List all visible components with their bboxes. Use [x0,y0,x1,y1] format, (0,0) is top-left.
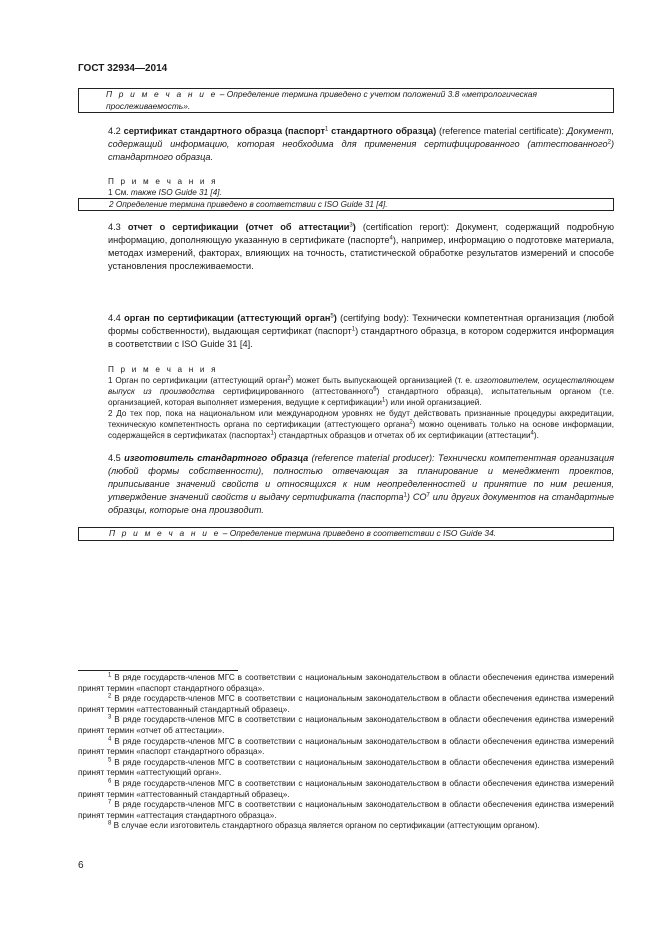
note-text: ) стандартных образцов и отчетах об их сертификации (аттестации [273,431,531,440]
footnote-text: В ряде государств-членов МГС в соответствии с национальным законодательством в области обеспечения единства измерений принят термин «аттестованный стандартный образец». [78,778,614,799]
footnote-text: В случае если изготовитель стандартного образца является органом по сертификации (аттестующим органом). [111,821,540,831]
note-text: ) стандартного образца), испытательным органом (т.е. организацией, которая выполняет измерения, ведущие к сертификации [108,387,614,407]
term-number: 4.5 [108,453,125,463]
footnote-item [78,758,614,779]
footnote-ref: 5 [330,313,334,320]
note-item-2 [78,408,614,441]
footnote-ref: 1 [381,397,386,404]
note-box-4-5 [78,527,614,541]
term-title: орган по сертификации (аттестующий орган [124,313,331,323]
footnote-item [78,800,614,821]
footnote-item [78,821,614,832]
term-definition: Технически компетентная организация (любой формы собственности), полностью отвечающая за планирование и менеджмент проектов, приписывание значений свойств и относящихся к ним неопределенностей и принятие по ним решения, утверждение значений свойств и выдачу сертификата (паспорта [108,453,614,502]
footnote-separator [78,670,238,671]
footnote-ref: 1 [270,430,274,437]
footnote-item [78,715,614,736]
term-text: (certifying body): Технически компетентная организация (любой формы собственности), выдающая сертификат (паспорт [108,313,614,336]
footnote-ref: 1 [324,126,329,133]
term-4-2 [78,125,614,164]
term-text-end: ) стандартного образца, в котором содержится информация в соответствии с ISO Guide 31 [4]. [108,326,614,349]
term-english: (reference material certificate): [436,126,567,136]
note-text: ). [533,431,539,440]
notes-4-4 [78,364,614,441]
footnote-mark: 2 [108,693,112,700]
footnote-mark: 7 [108,799,112,806]
footnote-ref: 2 [287,375,291,382]
note-item-text: также ISO Guide 31 [4]. [130,188,222,197]
footnote-mark: 5 [108,757,112,764]
term-definition: ) СО [406,492,427,502]
footnote-ref: 6 [373,386,377,393]
footnote-ref: 2 [409,419,413,426]
term-4-3 [78,221,614,273]
footnote-mark: 8 [108,820,112,827]
notes-label: П р и м е ч а н и я [108,365,218,374]
note-text-italic: изготовителем, осуществляющем выпуск из производства [108,376,614,396]
note-text: ) можно оценивать только на основе информации, содержащейся в сертификатах (паспортах [108,420,615,440]
note-text: сертифицированного (аттестованного [214,387,374,396]
term-number: 4.3 [108,222,128,232]
footnote-mark: 4 [108,736,112,743]
term-title: изготовитель стандартного образца [124,453,309,463]
note-label: П р и м е ч а н и е [109,528,221,538]
footnote-ref: 1 [351,326,356,333]
note-text: ) может быть выпускающей организацией (т. е. [290,376,475,385]
footnote-ref: 3 [349,222,353,229]
term-english: (reference material producer): [308,453,438,463]
note-box-1 [78,88,614,113]
term-text-end: ), например, информацию о подготовке материала, методах измерений, факторах, влияющих на точность, статистической обработке результатов измерений и способе установления прослеживаемости. [108,235,614,271]
footnote-mark: 1 [108,672,112,679]
footnote-mark: 6 [108,778,112,785]
footnote-ref: 2 [607,139,611,146]
term-4-4 [78,312,614,351]
footnote-item [78,694,614,715]
note-item-number: 1 См. [108,188,131,197]
standard-header: ГОСТ 32934—2014 [78,63,168,74]
notes-label: П р и м е ч а н и я [108,177,218,186]
footnote-item [78,737,614,758]
term-title-end: ) [352,222,356,232]
footnote-ref: 7 [426,492,430,499]
footnotes [78,673,614,832]
note-text: 2 До тех пор, пока на национальном или международном уровнях не будут действовать признанные процедуры аккредитации, техническую компетентность органа по сертификации (аттестующего органа [108,409,614,429]
footnote-ref: 4 [530,430,534,437]
footnote-text: В ряде государств-членов МГС в соответствии с национальным законодательством в области обеспечения единства измерений принят термин «паспорт стандартного образца». [78,736,614,757]
footnote-text: В ряде государств-членов МГС в соответствии с национальным законодательством в области обеспечения единства измерений принят термин «отчет об аттестации». [78,715,614,735]
term-title-end: ) [333,313,337,323]
term-title: отчет о сертификации (отчет об аттестации [127,222,350,232]
footnote-ref: 4 [389,235,393,242]
footnote-ref: 1 [403,492,407,499]
note-text: 1 Орган по сертификации (аттестующий орган [108,376,288,385]
term-definition-end: ) стандартного образца. [108,139,614,162]
term-definition: Документ, содержащий информацию, которая необходима для применения сертифицированного (аттестованного [108,126,614,149]
footnote-text: В ряде государств-членов МГС в соответствии с национальным законодательством в области обеспечения единства измерений принят термин «аттестация стандартного образца». [78,800,614,820]
term-title-end: стандартного образца) [328,126,437,136]
term-number: 4.2 [108,126,124,136]
term-number: 4.4 [108,313,125,323]
footnote-item [78,673,614,694]
page-number: 6 [78,860,84,871]
note-item-1 [78,187,614,198]
footnote-text: В ряде государств-членов МГС в соответствии с национальным законодательством в области обеспечения единства измерений принят термин «аттестованный стандартный образец». [78,694,614,714]
note-label: П р и м е ч а н и е [106,89,218,99]
footnote-item [78,779,614,800]
note-text: ) или иной организацией. [385,398,482,407]
note-item-1 [78,375,614,408]
term-4-5 [78,452,614,517]
term-definition-end: или других документов на стандартные образцы, которые она производит. [108,492,615,515]
note-item-2-box: 2 Определение термина приведено в соответствии с ISO Guide 31 [4]. [78,198,614,211]
term-title: сертификат стандартного образца (паспорт [123,126,325,136]
note-text: – Определение термина приведено с учетом положений 3.8 «метрологическая прослеживаемость». [106,89,537,111]
footnote-text: В ряде государств-членов МГС в соответствии с национальным законодательством в области обеспечения единства измерений принят термин «паспорт стандартного образца». [78,673,614,693]
footnote-mark: 3 [108,714,112,721]
footnote-text: В ряде государств-членов МГС в соответствии с национальным законодательством в области обеспечения единства измерений принят термин «аттестующий орган». [78,757,614,778]
term-text: (certification report): Документ, содержащий подробную информацию, дополняющую указанную в сертификате (паспорте [108,222,614,245]
notes-4-2 [78,176,614,211]
note-text: – Определение термина приведено в соответствии с ISO Guide 34. [220,528,497,538]
